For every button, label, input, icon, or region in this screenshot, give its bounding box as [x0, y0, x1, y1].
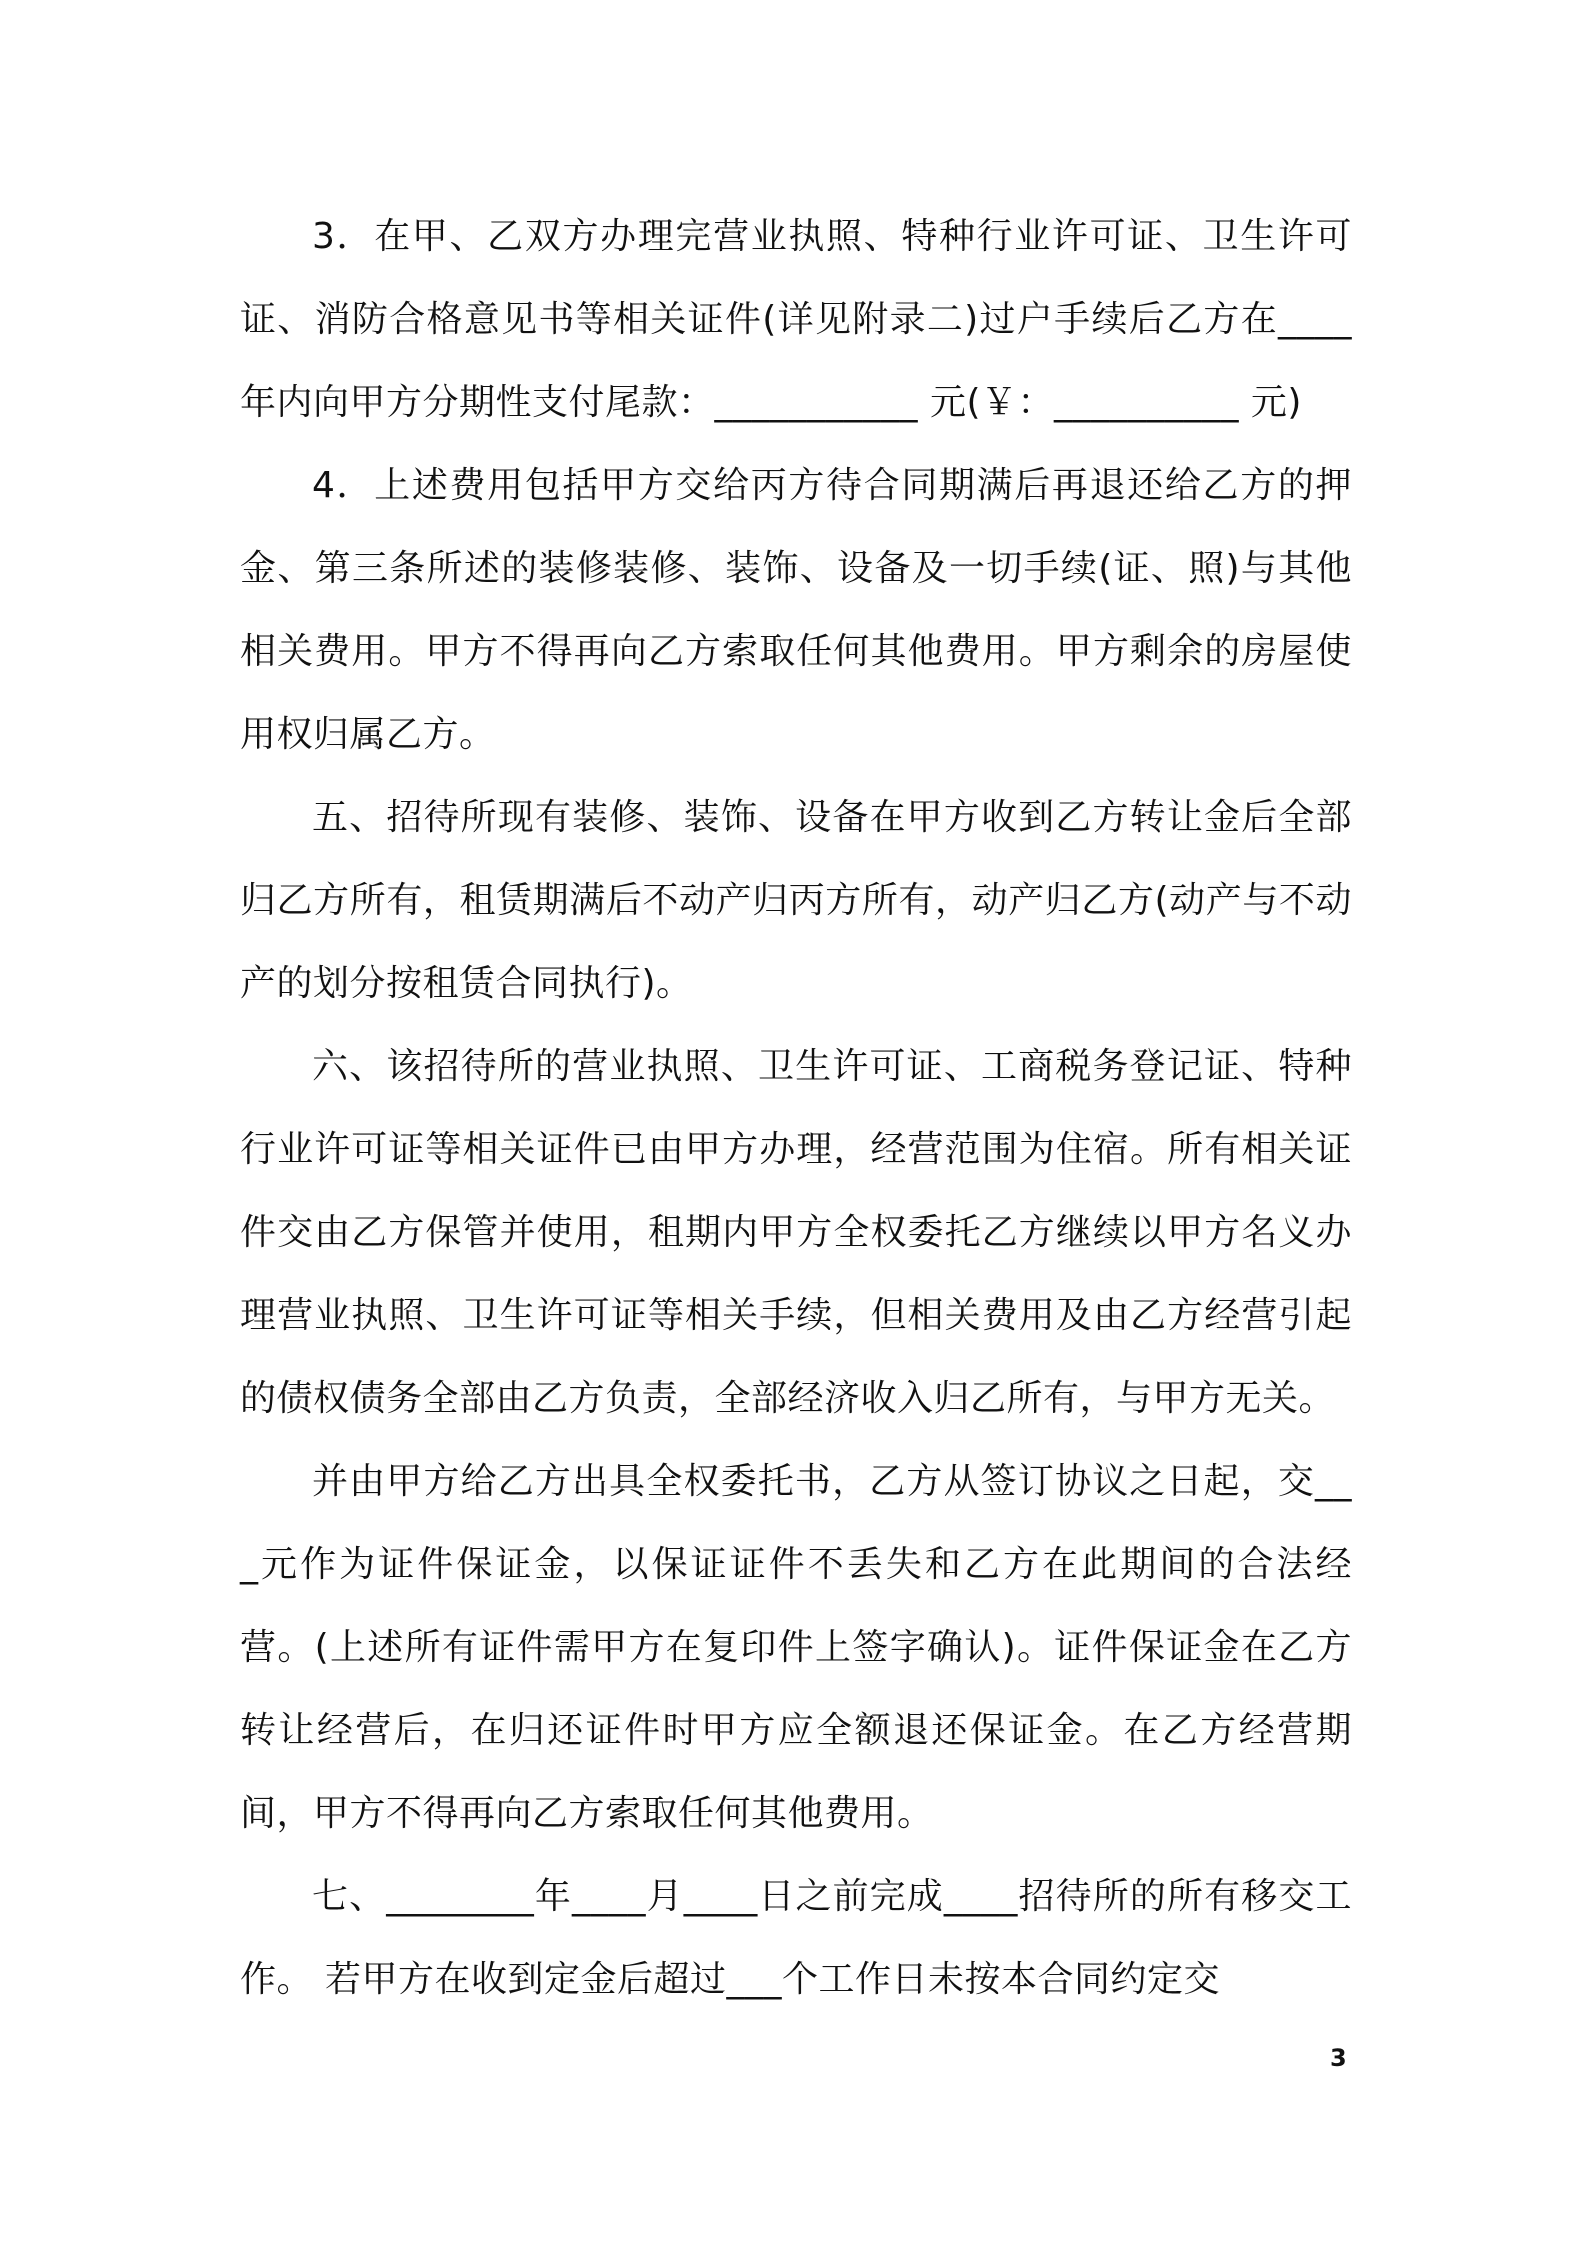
- paragraph-clause-4: 4．上述费用包括甲方交给丙方待合同期满后再退还给乙方的押金、第三条所述的装修装修、装饰、设备及一切手续(证、照)与其他相关费用。甲方不得再向乙方索取任何其他费用。甲方剩余的房屋使用权归属乙方。: [240, 465, 1352, 755]
- contract-body: [240, 195, 1352, 2021]
- paragraph-section-7: 七、________年____月____日之前完成____招待所的所有移交工作。 若甲方在收到定金后超过___个工作日未按本合同约定交: [240, 1876, 1352, 2000]
- paragraph-section-6-continued: 并由甲方给乙方出具全权委托书，乙方从签订协议之日起，交___元作为证件保证金，以保证证件不丢失和乙方在此期间的合法经营。(上述所有证件需甲方在复印件上签字确认)。证件保证金在乙方转让经营后，在归还证件时甲方应全额退还保证金。在乙方经营期间，甲方不得再向乙方索取任何其他费用。: [240, 1461, 1352, 1834]
- paragraph-clause-3: 3．在甲、乙双方办理完营业执照、特种行业许可证、卫生许可证、消防合格意见书等相关证件(详见附录二)过户手续后乙方在____年内向甲方分期性支付尾款：___________ 元(￥：__________ 元): [240, 216, 1352, 423]
- page-number: 3: [1330, 2044, 1347, 2072]
- paragraph-section-5: 五、招待所现有装修、装饰、设备在甲方收到乙方转让金后全部归乙方所有，租赁期满后不动产归丙方所有，动产归乙方(动产与不动产的划分按租赁合同执行)。: [240, 797, 1352, 1004]
- paragraph-section-6: 六、该招待所的营业执照、卫生许可证、工商税务登记证、特种行业许可证等相关证件已由甲方办理，经营范围为住宿。所有相关证件交由乙方保管并使用，租期内甲方全权委托乙方继续以甲方名义办理营业执照、卫生许可证等相关手续，但相关费用及由乙方经营引起的债权债务全部由乙方负责，全部经济收入归乙所有，与甲方无关。: [240, 1046, 1352, 1419]
